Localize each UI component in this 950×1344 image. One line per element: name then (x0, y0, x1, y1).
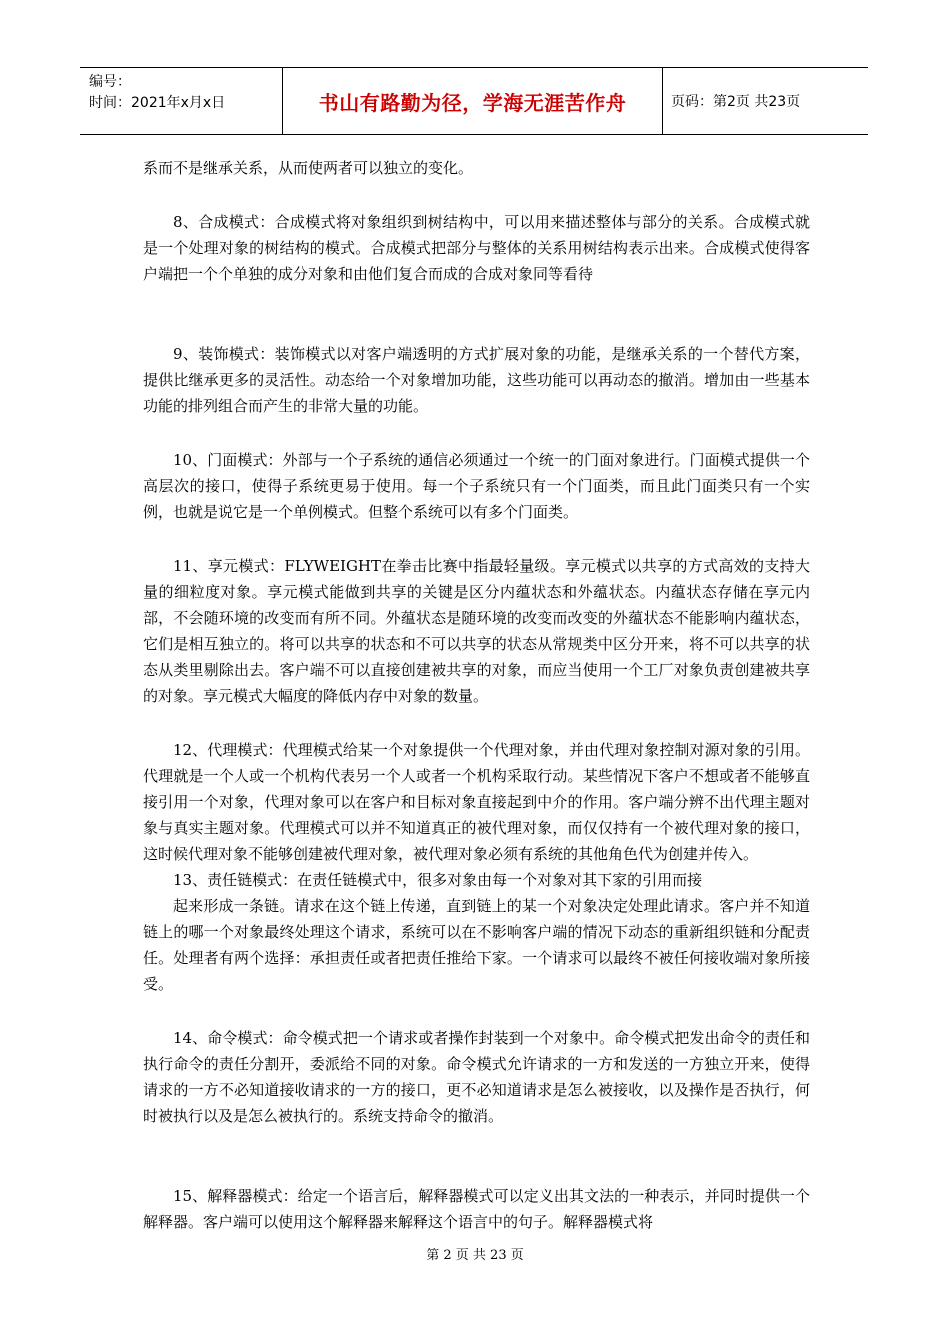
paragraph-proxy-pattern: 12、代理模式：代理模式给某一个对象提供一个代理对象，并由代理对象控制对源对象的引用。代理就是一个人或一个机构代表另一个人或者一个机构采取行动。某些情况下客户不想或者不能够直接引用一个对象，代理对象可以在客户和目标对象直接起到中介的作用。客户端分辨不出代理主题对象与真实主题对象。代理模式可以并不知道真正的被代理对象，而仅仅持有一个被代理对象的接口，这时候代理对象不能够创建被代理对象，被代理对象必须有系统的其他角色代为创建并传入。 (143, 741, 810, 863)
paragraph-composite-pattern: 8、合成模式：合成模式将对象组织到树结构中，可以用来描述整体与部分的关系。合成模式就是一个处理对象的树结构的模式。合成模式把部分与整体的关系用树结构表示出来。合成模式使得客户端把一个个单独的成分对象和由他们复合而成的合成对象同等看待 (143, 213, 810, 283)
paragraph-flyweight-pattern: 11、享元模式：FLYWEIGHT在拳击比赛中指最轻量级。享元模式以共享的方式高效的支持大量的细粒度对象。享元模式能做到共享的关键是区分内蕴状态和外蕴状态。内蕴状态存储在享元内部，不会随环境的改变而有所不同。外蕴状态是随环境的改变而改变的外蕴状态不能影响内蕴状态，它们是相互独立的。将可以共享的状态和不可以共享的状态从常规类中区分开来，将不可以共享的状态从类里剔除出去。客户端不可以直接创建被共享的对象，而应当使用一个工厂对象负责创建被共享的对象。享元模式大幅度的降低内存中对象的数量。 (143, 557, 810, 705)
paragraph-chain-of-responsibility-first-line: 13、责任链模式：在责任链模式中，很多对象由每一个对象对其下家的引用而接 (173, 871, 703, 889)
paragraph-continuation: 系而不是继承关系，从而使两者可以独立的变化。 (143, 159, 474, 177)
header-page-info: 页码：第2页 共23页 (671, 94, 801, 110)
paragraph-facade-pattern: 10、门面模式：外部与一个子系统的通信必须通过一个统一的门面对象进行。门面模式提供一个高层次的接口，使得子系统更易于使用。每一个子系统只有一个门面类，而且此门面类只有一个实例，也就是说它是一个单例模式。但整个系统可以有多个门面类。 (143, 451, 810, 521)
paragraph-interpreter-pattern: 15、解释器模式：给定一个语言后，解释器模式可以定义出其文法的一种表示，并同时提供一个解释器。客户端可以使用这个解释器来解释这个语言中的句子。解释器模式将 (143, 1187, 810, 1231)
header-motto: 书山有路勤为径，学海无涯苦作舟 (283, 68, 663, 134)
header-meta-cell (80, 68, 283, 134)
document-date: 时间：2021年x月x日 (89, 95, 226, 111)
document-body (143, 155, 810, 1235)
paragraph-decorator-pattern: 9、装饰模式：装饰模式以对客户端透明的方式扩展对象的功能，是继承关系的一个替代方案，提供比继承更多的灵活性。动态给一个对象增加功能，这些功能可以再动态的撤消。增加由一些基本功能的排列组合而产生的非常大量的功能。 (143, 345, 810, 415)
page-header (80, 67, 868, 135)
document-number-label: 编号： (89, 74, 131, 90)
paragraph-command-pattern: 14、命令模式：命令模式把一个请求或者操作封装到一个对象中。命令模式把发出命令的责任和执行命令的责任分割开，委派给不同的对象。命令模式允许请求的一方和发送的一方独立开来，使得请求的一方不必知道接收请求的一方的接口，更不必知道请求是怎么被接收，以及操作是否执行，何时被执行以及是怎么被执行的。系统支持命令的撤消。 (143, 1029, 810, 1125)
page-footer: 第 2 页 共 23 页 (426, 1248, 524, 1263)
paragraph-chain-of-responsibility: 起来形成一条链。请求在这个链上传递，直到链上的某一个对象决定处理此请求。客户并不知道链上的哪一个对象最终处理这个请求，系统可以在不影响客户端的情况下动态的重新组织链和分配责任。处理者有两个选择：承担责任或者把责任推给下家。一个请求可以最终不被任何接收端对象所接受。 (143, 897, 810, 993)
